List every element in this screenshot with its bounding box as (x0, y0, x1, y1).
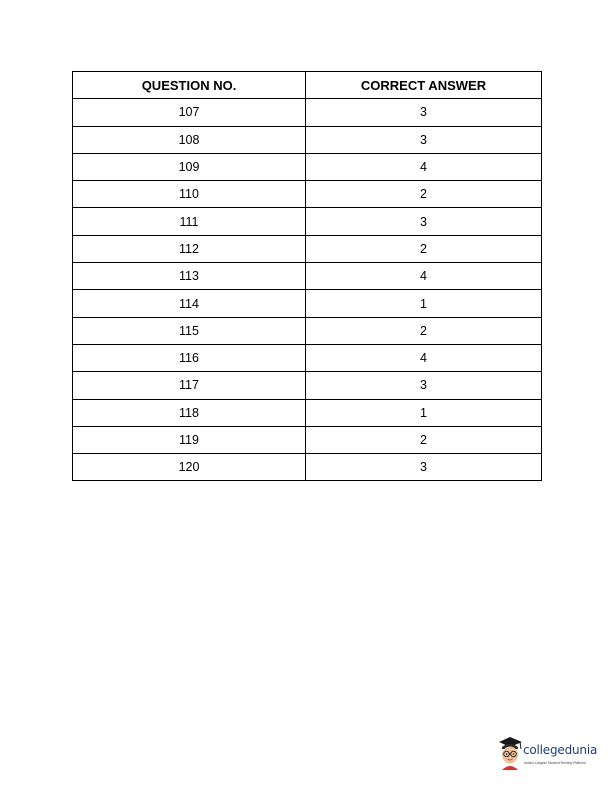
correct-answer-cell: 3 (306, 99, 542, 126)
correct-answer-cell: 2 (306, 317, 542, 344)
collegedunia-logo (498, 736, 612, 776)
table-row (73, 99, 542, 126)
correct-answer-cell: 1 (306, 290, 542, 317)
mascot-graduate-icon (498, 736, 524, 770)
question-number-cell: 113 (73, 263, 306, 290)
table-row (73, 263, 542, 290)
question-number-cell: 108 (73, 126, 306, 153)
question-number-cell: 111 (73, 208, 306, 235)
question-number-cell: 112 (73, 235, 306, 262)
correct-answer-cell: 4 (306, 153, 542, 180)
table-row (73, 454, 542, 481)
table-row (73, 399, 542, 426)
correct-answer-cell: 1 (306, 399, 542, 426)
question-number-cell: 110 (73, 181, 306, 208)
correct-answer-cell: 3 (306, 454, 542, 481)
question-number-cell: 120 (73, 454, 306, 481)
table-row (73, 181, 542, 208)
question-number-cell: 116 (73, 344, 306, 371)
question-number-cell: 114 (73, 290, 306, 317)
logo-wordmark: collegedunia (523, 743, 598, 757)
correct-answer-cell: 4 (306, 344, 542, 371)
table-row (73, 208, 542, 235)
correct-answer-cell: 3 (306, 372, 542, 399)
question-number-cell: 109 (73, 153, 306, 180)
column-header-question-no: QUESTION NO. (73, 72, 306, 99)
table-row (73, 344, 542, 371)
question-number-cell: 118 (73, 399, 306, 426)
column-header-correct-answer: CORRECT ANSWER (306, 72, 542, 99)
table-row (73, 317, 542, 344)
question-number-cell: 119 (73, 426, 306, 453)
correct-answer-cell: 2 (306, 235, 542, 262)
logo-tagline: India's Largest Student Review Platform (524, 761, 587, 765)
table-row (73, 290, 542, 317)
table-row (73, 372, 542, 399)
question-number-cell: 117 (73, 372, 306, 399)
question-number-cell: 107 (73, 99, 306, 126)
question-number-cell: 115 (73, 317, 306, 344)
correct-answer-cell: 2 (306, 426, 542, 453)
table-row (73, 153, 542, 180)
correct-answer-cell: 3 (306, 126, 542, 153)
correct-answer-cell: 4 (306, 263, 542, 290)
table-row (73, 235, 542, 262)
correct-answer-cell: 2 (306, 181, 542, 208)
table-row (73, 426, 542, 453)
correct-answer-cell: 3 (306, 208, 542, 235)
answer-key-table (72, 71, 542, 481)
table-row (73, 126, 542, 153)
table-header-row (73, 72, 542, 99)
